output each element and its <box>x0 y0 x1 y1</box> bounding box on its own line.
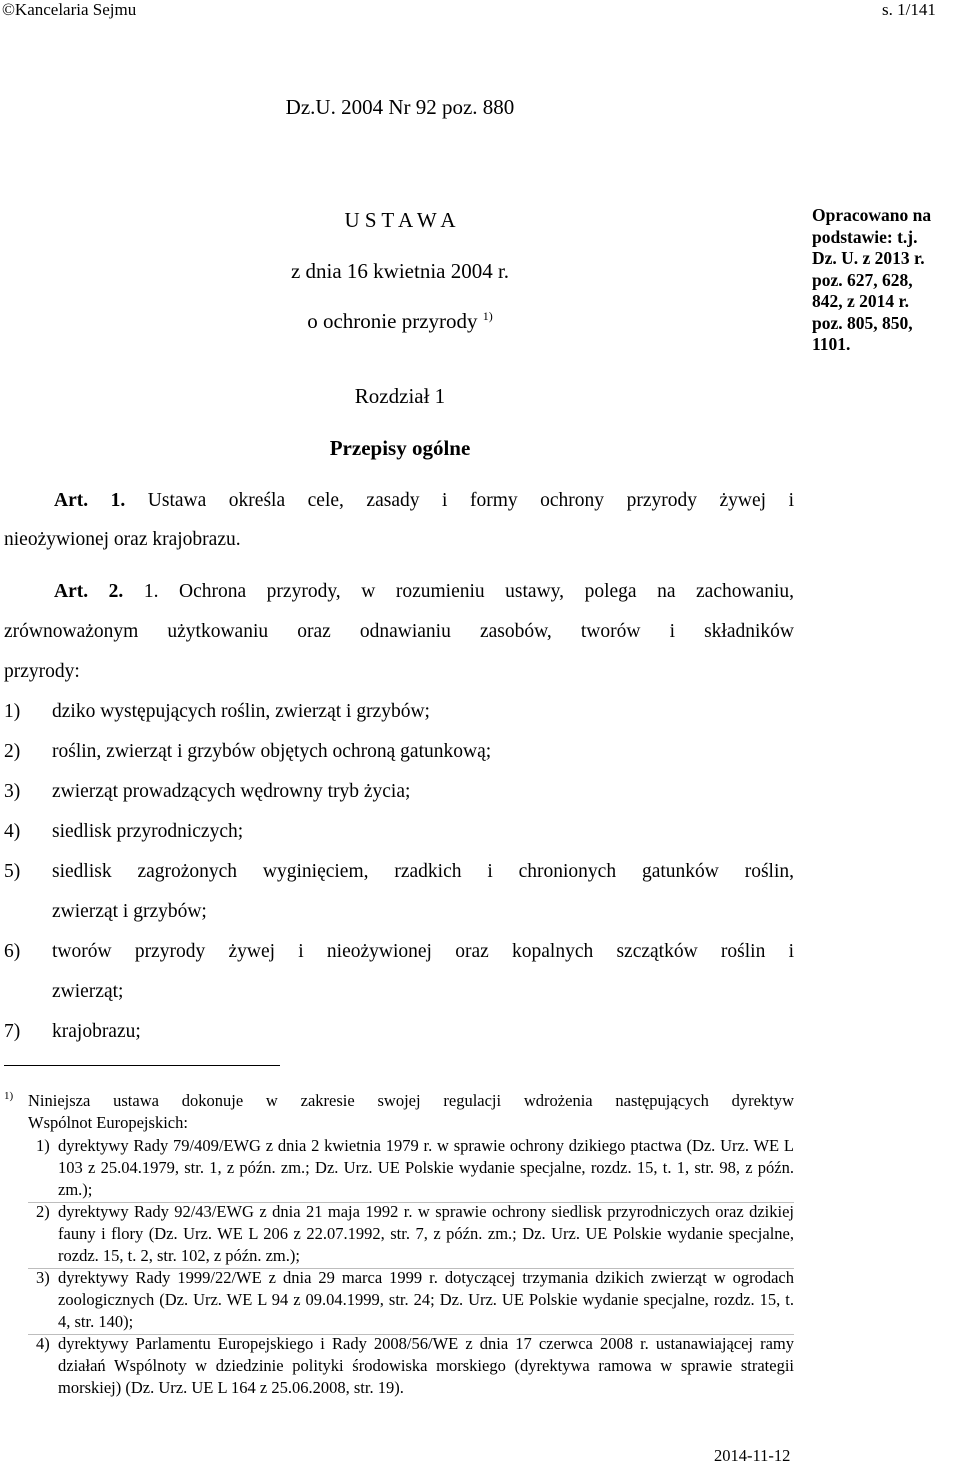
journal-reference: Dz.U. 2004 Nr 92 poz. 880 <box>285 95 515 119</box>
footnote-intro-line1: Niniejsza ustawa dokonuje w zakresie swojej regulacji wdrożenia następujących dyrektyw <box>28 1091 794 1110</box>
art2-line2: zrównoważonym użytkowaniu oraz odnawianiu zasobów, tworów i składników <box>4 621 794 642</box>
title-footnote-mark: 1) <box>482 309 493 323</box>
footnote-item <box>36 1135 794 1200</box>
footnote-item <box>36 1201 794 1266</box>
list-item-text: zwierząt i grzybów; <box>52 901 207 922</box>
list-item-number: 2) <box>4 741 21 762</box>
source-note-line: poz. 627, 628, <box>812 269 913 290</box>
footnote-item-number: 3) <box>36 1268 50 1287</box>
list-item-number: 3) <box>4 781 21 802</box>
source-note-line: poz. 805, 850, <box>812 312 913 333</box>
footnote-intro-line2: Wspólnot Europejskich: <box>28 1112 188 1132</box>
art1-text: Ustawa określa cele, zasady i formy ochrony przyrody żywej i <box>147 490 794 511</box>
art2-label: Art. 2. <box>54 581 124 602</box>
art2-line1 <box>54 572 794 612</box>
list-item-number: 6) <box>4 941 21 962</box>
list-item-text: roślin, zwierząt i grzybów objętych ochroną gatunkową; <box>52 741 492 762</box>
footnote-divider <box>4 1065 280 1066</box>
list-item-text: dziko występujących roślin, zwierząt i grzybów; <box>52 701 430 722</box>
footnote-item-text: dyrektywy Parlamentu Europejskiego i Rady 2008/56/WE z dnia 17 czerwca 2008 r. ustanawiającej ramy działań Wspólnoty w dziedzinie polityki środowiska morskiego (dyrektywa ramowa w sprawie strategii morskiej) (Dz. Urz. UE L 164 z 25.06.2008, str. 19). <box>58 1334 794 1397</box>
footnote-item-number: 1) <box>36 1136 50 1155</box>
chapter-label: Rozdział 1 <box>354 384 446 408</box>
source-note-line: Opracowano na <box>812 205 932 225</box>
header-page-number: s. 1/141 <box>882 0 936 19</box>
act-date: z dnia 16 kwietnia 2004 r. <box>290 259 510 283</box>
footnote-item-number: 2) <box>36 1202 50 1221</box>
header-copyright: ©Kancelaria Sejmu <box>2 0 137 19</box>
list-item-number: 7) <box>4 1021 21 1042</box>
art2-text: Ochrona przyrody, w rozumieniu ustawy, polega na zachowaniu, <box>179 581 795 602</box>
footnote-item <box>36 1267 794 1332</box>
source-note <box>812 205 958 356</box>
list-item-text: tworów przyrody żywej i nieożywionej oraz kopalnych szczątków roślin i <box>52 941 794 962</box>
list-item-number: 4) <box>4 821 21 842</box>
list-item-text: siedlisk przyrodniczych; <box>52 821 244 842</box>
footer-date: 2014-11-12 <box>714 1446 791 1465</box>
footnote-item <box>36 1333 794 1398</box>
source-note-line: podstawie: t.j. <box>812 226 918 247</box>
source-note-line: 842, z 2014 r. <box>812 291 910 311</box>
footnote-item-text: dyrektywy Rady 1999/22/WE z dnia 29 marca 1999 r. dotyczącej trzymania dzikich zwierząt w ogrodach zoologicznych (Dz. Urz. WE L 94 z 09.04.1999, str. 24; Dz. Urz. UE Polskie wydanie specjalne, rozdz. 15, t. 4, str. 140); <box>58 1268 794 1331</box>
art1-line1 <box>54 481 794 521</box>
art2-para-number: 1. <box>143 581 159 602</box>
footnote-item-text: dyrektywy Rady 92/43/EWG z dnia 21 maja 1992 r. w sprawie ochrony siedlisk przyrodniczych oraz dzikiej fauny i flory (Dz. Urz. WE L 206 z 22.07.1992, str. 7, z późn. zm.; Dz. Urz. UE Polskie wydanie specjalne, rozdz. 15, t. 2, str. 102, z późn. zm.); <box>58 1202 794 1265</box>
list-item-number: 1) <box>4 701 21 722</box>
chapter-title: Przepisy ogólne <box>329 436 471 460</box>
art1-label: Art. 1. <box>54 490 126 511</box>
footnote-item-number: 4) <box>36 1334 50 1353</box>
source-note-line: Dz. U. z 2013 r. <box>812 248 925 268</box>
list-item-number: 5) <box>4 861 21 882</box>
art1-line2: nieożywionej oraz krajobrazu. <box>4 529 241 550</box>
act-title-line <box>0 309 800 334</box>
source-note-line: 1101. <box>812 334 851 354</box>
list-item-text: siedlisk zagrożonych wyginięciem, rzadkich i chronionych gatunków roślin, <box>52 861 794 882</box>
list-item-text: zwierząt; <box>52 981 124 1002</box>
art2-line3: przyrody: <box>4 661 80 682</box>
footnote-intro <box>28 1090 794 1134</box>
list-item-text: krajobrazu; <box>52 1021 141 1042</box>
footnote-item-text: dyrektywy Rady 79/409/EWG z dnia 2 kwietnia 1979 r. w sprawie ochrony dzikiego ptactwa (Dz. Urz. WE L 103 z 25.04.1979, str. 1, z późn. zm.; Dz. Urz. UE Polskie wydanie specjalne, rozdz. 15, t. 1, str. 98, z późn. zm.); <box>58 1136 794 1199</box>
act-title: o ochronie przyrody <box>307 309 478 333</box>
list-item-text: zwierząt prowadzących wędrowny tryb życia; <box>52 781 411 802</box>
act-type: U S T A W A <box>344 208 456 232</box>
footnote-mark: 1) <box>4 1090 14 1102</box>
